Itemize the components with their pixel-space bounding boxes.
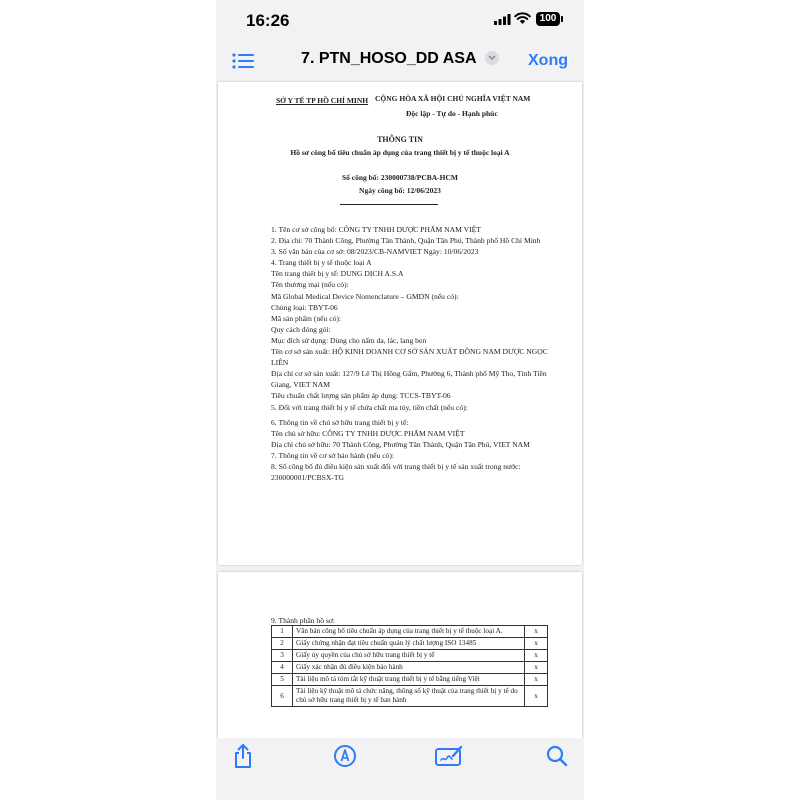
- chevron-down-icon[interactable]: [485, 51, 499, 65]
- doc-line: 5. Đối với trang thiết bị y tế chứa chất ma túy, tiền chất (nếu có):: [271, 402, 468, 412]
- doc-line: Tên trang thiết bị y tế: DUNG DỊCH A.S.A: [271, 269, 404, 279]
- share-icon[interactable]: [232, 743, 254, 769]
- doc-line: Tiêu chuẩn chất lượng sản phẩm áp dụng: TCCS-TBYT-06: [271, 391, 451, 401]
- doc-line: Địa chỉ cơ sở sản xuất: 127/9 Lê Thị Hồng Gấm, Phường 6, Thành phố Mỹ Tho, Tỉnh Tiền Giang, VIET NAM: [271, 369, 547, 390]
- table-row: 3 Giấy ủy quyền của chủ sở hữu trang thiết bị y tế x: [272, 650, 548, 662]
- document-body: [271, 224, 551, 483]
- battery-icon: [561, 16, 563, 22]
- navigation-bar: [216, 42, 584, 78]
- signal-icon: [494, 14, 511, 25]
- doc-line: 2. Địa chỉ: 70 Thành Công, Phường Tân Thành, Quận Tân Phú, Thành phố Hồ Chí Minh: [271, 236, 541, 246]
- status-bar: [216, 0, 584, 42]
- doc-line: 7. Thông tin về cơ sở bảo hành (nếu có):: [271, 450, 395, 460]
- doc-line: 4. Trang thiết bị y tế thuộc loại A: [271, 258, 372, 268]
- phone-screen: [216, 0, 584, 800]
- markup-icon[interactable]: [333, 743, 357, 769]
- document-page-1: [218, 82, 582, 565]
- wifi-icon: [514, 12, 531, 25]
- document-title[interactable]: 7. PTN_HOSO_DD ASA: [301, 50, 477, 67]
- document-page-2: [218, 572, 582, 738]
- done-button[interactable]: Xong: [528, 52, 568, 69]
- doc-subtitle: Hồ sơ công bố tiêu chuẩn áp dụng của trang thiết bị y tế thuộc loại A: [290, 148, 510, 157]
- so-cong-bo: Số công bố: 230000738/PCBA-HCM: [341, 173, 459, 182]
- doc-line: Chủng loại: TBYT-06: [271, 302, 338, 312]
- doc-line: 8. Số công bố đủ điều kiện sản xuất đối với trang thiết bị y tế sản xuất trong nước: 230000001/PCBSX-TG: [271, 461, 521, 483]
- bottom-toolbar: [216, 738, 584, 800]
- doc-line: Mục đích sử dụng: Dùng cho nấm da, lác, lang ben: [271, 335, 427, 345]
- battery-indicator: 100: [536, 12, 560, 26]
- doc-line: Tên thương mại (nếu có):: [271, 280, 349, 290]
- doc-title: THÔNG TIN: [377, 135, 423, 144]
- doc-line: Quy cách đóng gói:: [271, 324, 331, 334]
- table-row: 6 Tài liệu kỹ thuật mô tả chức năng, thông số kỹ thuật của trang thiết bị y tế do chủ sở hữu trang thiết bị y tế ban hành x: [272, 686, 548, 707]
- doc-line: Tên chủ sở hữu: CÔNG TY TNHH DƯỢC PHẨM NAM VIỆT: [271, 428, 465, 438]
- ngay-cong-bo: Ngày công bố: 12/06/2023: [359, 186, 441, 195]
- doc-line: Mã Global Medical Device Nomenclature – GMDN (nếu có):: [271, 291, 459, 301]
- table-row: 4 Giấy xác nhận đủ điều kiện bảo hành x: [272, 662, 548, 674]
- doc-line: 1. Tên cơ sở công bố: CÔNG TY TNHH DƯỢC PHẨM NAM VIỆT: [271, 225, 481, 234]
- document-table: [271, 625, 548, 707]
- doc-line: Địa chỉ chủ sở hữu: 70 Thành Công, Phường Tân Thành, Quận Tân Phú, VIET NAM: [271, 439, 530, 449]
- section-9-title: 9. Thành phần hồ sơ:: [271, 616, 335, 625]
- search-icon[interactable]: [546, 743, 568, 769]
- header-left: SỞ Y TẾ TP HỒ CHÍ MINH: [276, 96, 369, 105]
- table-row: 2 Giấy chứng nhận đạt tiêu chuẩn quản lý chất lượng ISO 13485 x: [272, 638, 548, 650]
- header-right-2: Độc lập - Tự do - Hạnh phúc: [406, 109, 498, 118]
- doc-line: Mã sản phẩm (nếu có):: [271, 313, 342, 323]
- table-row: 5 Tài liệu mô tả tóm tắt kỹ thuật trang thiết bị y tế bằng tiếng Việt x: [272, 674, 548, 686]
- signature-icon[interactable]: [435, 743, 463, 769]
- doc-line: Tên cơ sở sản xuất: HỘ KINH DOANH CƠ SỞ SẢN XUẤT ĐÔNG NAM DƯỢC NGỌC LIÊN: [271, 347, 548, 368]
- table-row: 1 Văn bản công bố tiêu chuẩn áp dụng của trang thiết bị y tế thuộc loại A. x: [272, 626, 548, 638]
- header-right-1: CỘNG HÒA XÃ HỘI CHỦ NGHĨA VIỆT NAM: [375, 94, 531, 103]
- divider: [340, 204, 438, 205]
- doc-line: 3. Số văn bản của cơ sở: 08/2023/CB-NAMVIET Ngày: 10/06/2023: [271, 247, 479, 257]
- doc-line: 6. Thông tin về chủ sở hữu trang thiết bị y tế:: [271, 417, 409, 427]
- status-time: 16:26: [246, 11, 290, 30]
